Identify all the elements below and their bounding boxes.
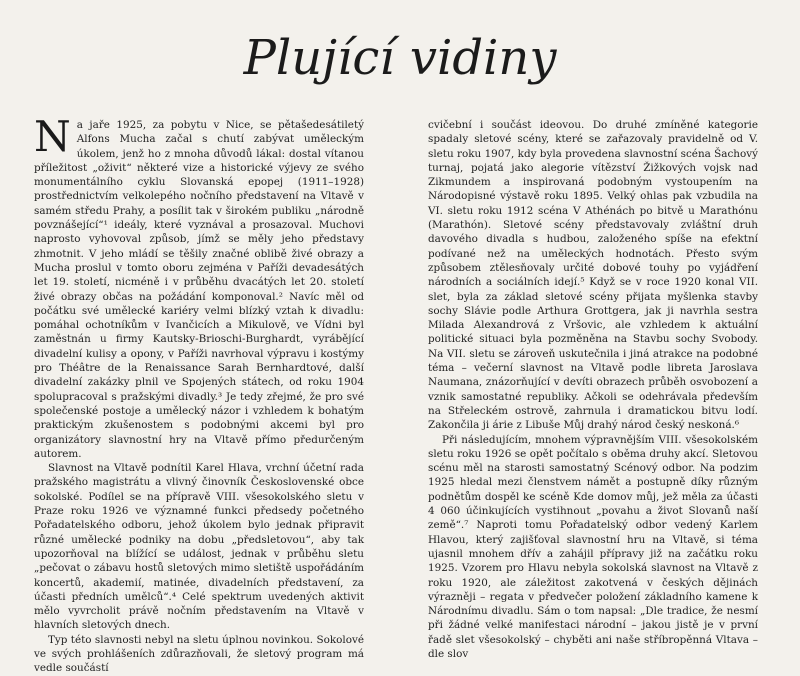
paragraph-1-text: a jaře 1925, za pobytu v Nice, se pětašedesátiletý Alfons Mucha začal s chutí zabývat uměleckým úkolem, jenž ho z mnoha důvodů lákal: dostal vítanou příležitost „oživit“ některé vize a historické výjevy ze svého monumentálního cyklu Slovanská epopej (1911–1928) prostřednictvím velkolepého nočního představení na Vltavě v samém středu Prahy, a posílit tak v širokém publiku „národně povznášející“¹ ideály, které vyznával a prosazoval. Muchovi naprosto vyhovoval způsob, jímž se měly jeho představy zhmotnit. V jeho mládí se těšily značné oblibě živé obrazy a Mucha proslul v tomto oboru zejména v Paříži devadesátých let 19. století, nicméně i v průběhu dvacátých let 20. století živé obrazy občas na požádání komponoval.² Navíc měl od počátku své umělecké kariéry velmi blízký vztah k divadlu: pomáhal ochotníkům v Ivančicích a Mikulově, ve Vídni byl zaměstnán u firmy Kautsky-Brioschi-Burghardt, vyrábějící divadelní kulisy a opony, v Paříži navrhoval výpravu i kostýmy pro Théâtre de la Renaissance Sarah Bernhardtové, další divadelní zakázky plnil ve Spojených státech, od roku 1904 spolupracoval s pražskými divadly.³ Je tedy zřejmé, že pro své společenské postoje a umělecký názor i vzhledem k bohatým praktickým zkušenostem s podobnými akcemi byl pro organizátory slavnostní hry na Vltavě přímo předurčeným autorem. — [34, 119, 364, 460]
left-column — [34, 112, 364, 676]
paragraph-1 — [34, 112, 364, 461]
paragraph-5: Při následujícím, mnohem výpravnějším VIII. všesokolském sletu roku 1926 se opět počítalo s oběma druhy akcí. Sletovou scénu měl na starosti samostatný Scénový odbor. Na podzim 1925 hledal mezi členstvem námět a postupně díky různým podnětům dospěl ke scéně Kde domov můj, jež měla za účasti 4 060 účinkujících vystihnout „povahu a život Slovanů naší země“.⁷ Naproti tomu Pořadatelský odbor vedený Karlem Hlavou, který zajišťoval slavnostní hru na Vltavě, si téma ujasnil mnohem dřív a zahájil přípravy již na začátku roku 1925. Vzorem pro Hlavu nebyla sokolská slavnost na Vltavě z roku 1920, ale záležitost zakotvená v českých dějinách výrazněji – regata v předvečer položení základního kamene k Národnímu divadlu. Sám o tom napsal: „Dle tradice, že nesmí při žádné velké manifestaci národní – jakou jistě je v první řadě slet všesokolský – chyběti ani naše stříbropěnná Vltava – dle slov — [428, 433, 758, 660]
right-column — [428, 118, 758, 661]
chapter-title-graphic — [243, 28, 557, 88]
paragraph-2: Slavnost na Vltavě podnítil Karel Hlava, vrchní účetní rada pražského magistrátu a vlivný činovník Československé obce sokolské. Podílel se na přípravě VIII. všesokolského sletu v Praze roku 1926 ve významné funkci předsedy početného Pořadatelského odboru, jehož úkolem bylo jednak připravit různé umělecké podniky na dobu „předsletovou“, aby tak upozorňoval na blížící se událost, jednak v průběhu sletu „pečovat o zábavu hostů sletových mimo sletiště uspořádáním koncertů, akademií, matinée, divadelních představení, za účasti předních umělců“.⁴ Celé spektrum uvedených aktivit mělo vyvrcholit právě nočním představením na Vltavě v hlavních sletových dnech. — [34, 462, 364, 632]
chapter-title-text: Plující vidiny — [243, 30, 557, 86]
drop-cap: N — [34, 112, 71, 161]
paragraph-3: Typ této slavnosti nebyl na sletu úplnou novinkou. Sokolové ve svých prohlášeních zdůrazňovali, že sletový program má vedle součástí — [34, 633, 364, 675]
paragraph-4: cvičební i součást ideovou. Do druhé zmíněné kategorie spadaly sletové scény, které se zařazovaly pravidelně od V. sletu roku 1907, kdy byla provedena slavnostní scéna Šachový turnaj, pojatá jako alegorie vítězství Žižkových vojsk nad Zikmundem a inspirovaná podobným vystoupením na Národopisné výstavě roku 1895. Velký ohlas pak vzbudila na VI. sletu roku 1912 scéna V Athénách po bitvě u Marathónu (Marathón). Sletové scény představovaly zvláštní druh davového divadla s hudbou, založeného spíše na efektní podívané než na uměleckých hodnotách. Přesto svým způsobem ztělesňovaly určité dobové touhy po vyjádření národních a sociálních idejí.⁵ Když se v roce 1920 konal VII. slet, byla za základ sletové scény přijata myšlenka stavby sochy Slávie podle Arthura Grottgera, jak ji navrhla sestra Milada Alexandrová z Vršovic, ale vzhledem k aktuální politické situaci byla pozměněna na Stavbu sochy Svobody. Na VII. sletu se zároveň uskutečnila i jiná atrakce na podobné téma – večerní slavnost na Vltavě podle libreta Jaroslava Naumana, znázorňující v devíti obrazech průběh osvobození a vznik samostatné republiky. Ačkoli se odehrávala především na Střeleckém ostrově, zahrnula i dramatickou bitvu lodí. Zakončila ji árie z Libuše Můj drahý národ český neskoná.⁶ — [428, 119, 758, 432]
chapter-title — [0, 28, 800, 92]
